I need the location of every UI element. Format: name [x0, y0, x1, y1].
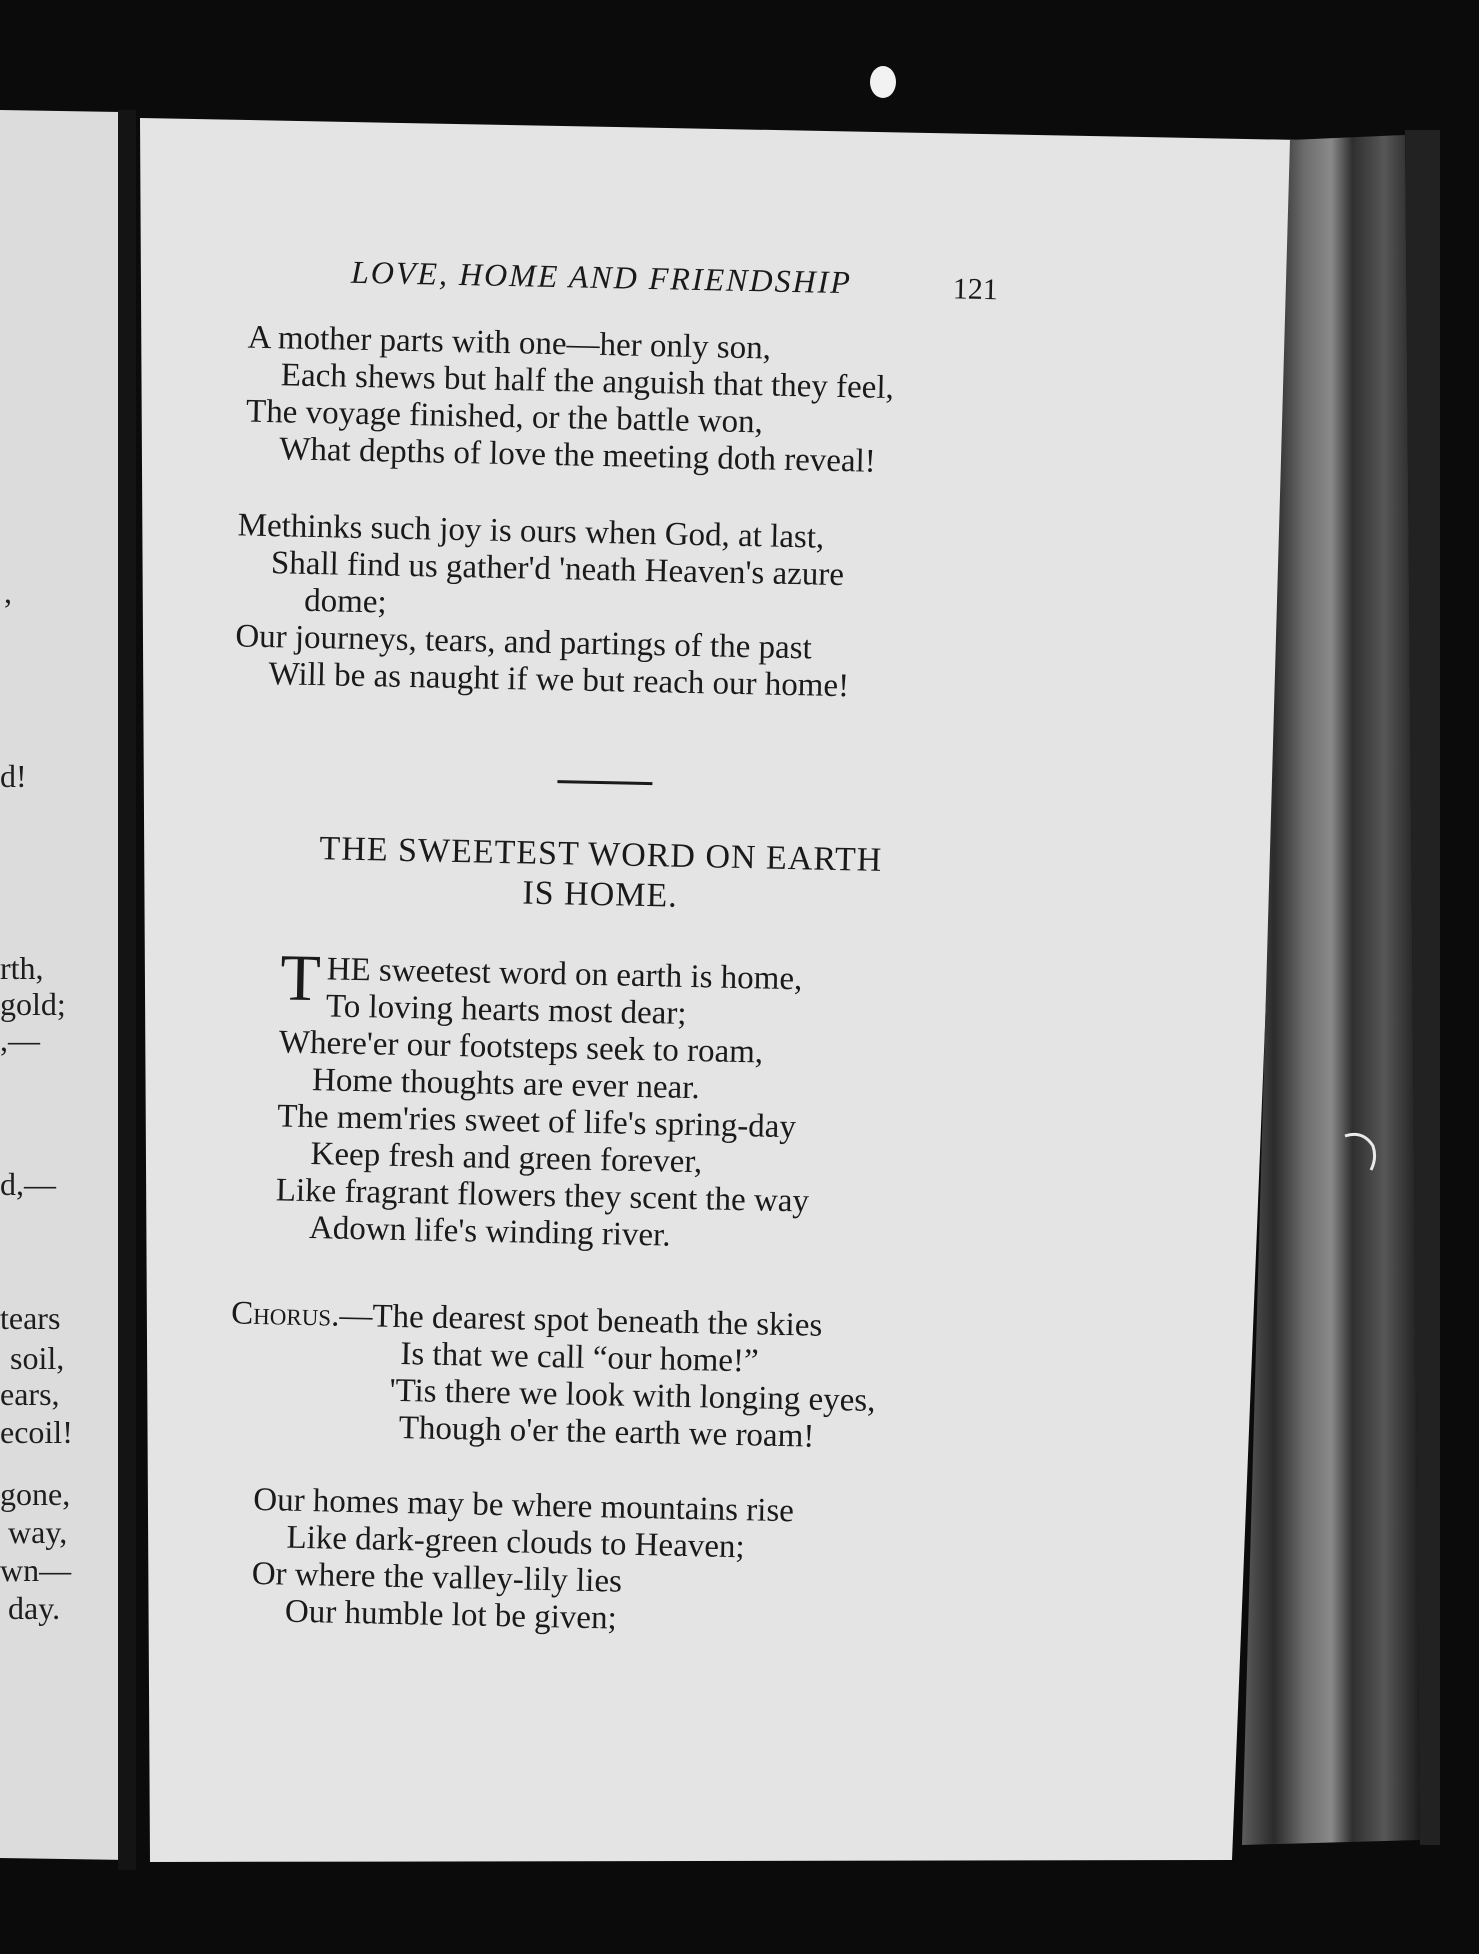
left-page-fragment: wn—: [0, 1552, 72, 1588]
stanza-1-line: What depths of love the meeting doth reveal!: [278, 431, 877, 480]
chorus-line: Is that we call “our home!”: [400, 1335, 759, 1380]
stanza-2-line: Methinks such joy is ours when God, at last,: [237, 507, 825, 556]
poem-title-line: IS HOME.: [522, 874, 679, 915]
stanza-2: [234, 507, 852, 705]
verse-2-line: Our homes may be where mountains rise: [252, 1481, 795, 1530]
verse-2-line: Our humble lot be given;: [284, 1593, 618, 1637]
page-number: 121: [952, 272, 999, 307]
verse-1-line: HE sweetest word on earth is home,: [326, 951, 803, 998]
verse-1-line: Adown life's winding river.: [308, 1210, 671, 1254]
left-page-fragment: rth,: [0, 950, 44, 986]
left-page-fragment: day.: [8, 1590, 61, 1626]
verse-1: [275, 941, 814, 1257]
left-page-fragment: ,—: [0, 1022, 40, 1058]
chorus-line: 'Tis there we look with longing eyes,: [389, 1372, 876, 1419]
left-page-fragment: d,—: [0, 1166, 56, 1202]
verse-1-line: To loving hearts most dear;: [325, 988, 687, 1032]
poem-title-line: THE SWEETEST WORD ON EARTH: [319, 830, 883, 879]
stanza-1-line: Each shews but half the anguish that they feel,: [280, 357, 895, 407]
poem-title: [270, 828, 932, 922]
chorus: [229, 1295, 878, 1456]
chorus-label: Chorus.: [230, 1295, 340, 1334]
left-page-fragment: gold;: [0, 986, 66, 1022]
left-page-fragment: ,: [4, 574, 12, 610]
left-page-fragment: d!: [0, 758, 27, 794]
left-page-fragment: way,: [8, 1514, 68, 1550]
left-page-fragment: soil,: [10, 1340, 65, 1376]
stanza-2-line: Will be as naught if we but reach our home!: [268, 656, 850, 705]
stanza-2-line: Our journeys, tears, and partings of the past: [235, 618, 813, 667]
verse-2-line: Like dark-green clouds to Heaven;: [286, 1519, 745, 1566]
stanza-2-line: Shall find us gather'd 'neath Heaven's azure: [270, 545, 845, 594]
verse-1-line: Home thoughts are ever near.: [311, 1062, 701, 1107]
chorus-text: —The dearest spot beneath the skies: [339, 1297, 823, 1344]
stanza-1: [245, 320, 895, 482]
verse-1-line: The mem'ries sweet of life's spring-day: [276, 1098, 797, 1146]
verse-1-line: Keep fresh and green forever,: [310, 1136, 703, 1181]
verse-2: [251, 1482, 795, 1641]
verse-1-line: Like fragrant flowers they scent the way: [275, 1172, 810, 1220]
section-divider: [557, 780, 652, 785]
stanza-2-line: dome;: [303, 582, 388, 621]
running-header: LOVE, HOME AND FRIENDSHIP: [350, 253, 853, 301]
verse-2-line: Or where the valley-lily lies: [251, 1555, 623, 1600]
left-page-fragment: ears,: [0, 1376, 60, 1412]
chorus-line: Though o'er the earth we roam!: [398, 1409, 815, 1455]
left-page-fragment: gone,: [0, 1476, 71, 1512]
left-page-fragment: tears: [0, 1300, 61, 1336]
stanza-1-line: The voyage finished, or the battle won,: [245, 393, 764, 441]
verse-1-line: Where'er our footsteps seek to roam,: [278, 1024, 764, 1071]
drop-cap: T: [279, 941, 322, 1016]
left-page-fragment: ecoil!: [0, 1414, 73, 1450]
stanza-1-line: A mother parts with one—her only son,: [247, 319, 772, 367]
